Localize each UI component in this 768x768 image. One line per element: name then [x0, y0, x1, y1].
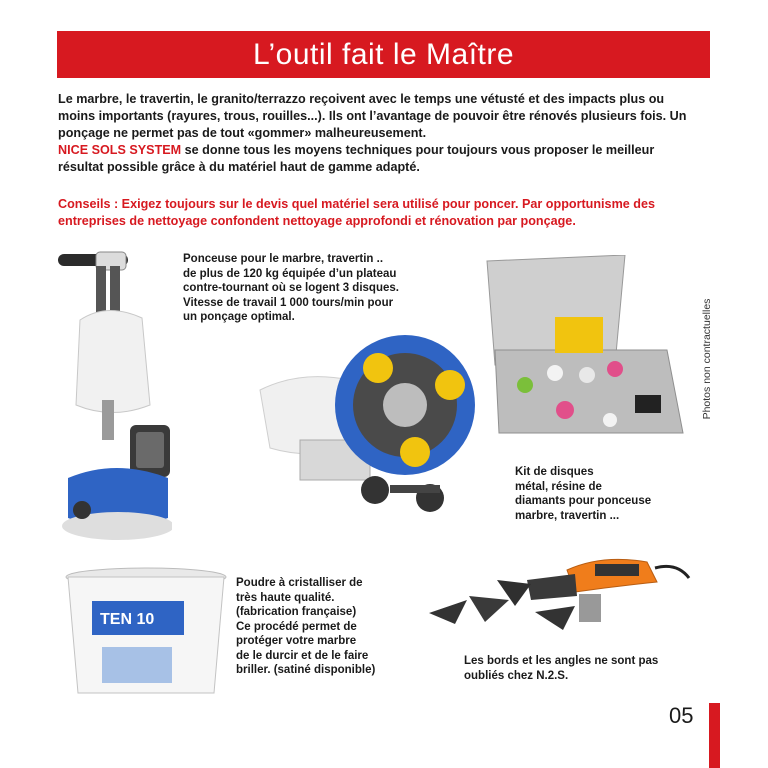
powder-caption: Poudre à cristalliser de très haute qualité. (fabrication française) Ce procédé permet de protéger votre marbre de le durcir et de le faire briller. (satiné disponible) [236, 577, 376, 676]
edges-caption: Les bords et les angles ne sont pas oubliés chez N.2.S. [464, 655, 659, 682]
disc-kit-caption: Kit de disques métal, résine de diamants pour ponceuse marbre, travertin ... [515, 466, 652, 522]
disclaimer-text: Photos non contractuelles [701, 298, 713, 420]
intro-text [58, 91, 698, 176]
disc-kit-photo [485, 255, 685, 450]
page-number: 05 [669, 703, 694, 728]
upright-sander-photo [52, 250, 172, 550]
disclaimer-note [700, 296, 714, 422]
page-title: L’outil fait le Maître [252, 37, 515, 71]
advice-text: Conseils : Exigez toujours sur le devis quel matériel sera utilisé pour poncer. Par opportunisme des entreprises de nettoyage confondent nettoyage approfondi et rénovation par ponçage. [58, 197, 655, 228]
sander-caption: Ponceuse pour le marbre, travertin .. de plus de 120 kg équipée d’un plateau contre-tournant où se logent 3 disques. Vitesse de travail 1 000 tours/min pour un ponçage optimal. [183, 253, 399, 323]
brand-name: NICE SOLS SYSTEM [58, 143, 182, 157]
page-accent-bar [709, 703, 720, 768]
bucket-photo [62, 565, 230, 700]
intro-paragraph-1: Le marbre, le travertin, le granito/terrazzo reçoivent avec le temps une vétusté et des impacts plus ou moins importants (rayures, trous, rouilles...). Ils ont l’avantage de pouvoir être rénovés plusieurs fois. Un ponçage ne permet pas de tout «gommer» malheureusement. [58, 92, 687, 140]
intro-paragraph-2-text: se donne tous les moyens techniques pour toujours vous proposer le meilleur résultat possible grâce à du matériel haut de gamme adapté. [58, 143, 655, 174]
sander-closeup-photo [240, 330, 475, 530]
bucket-label: TEN 10 [100, 611, 155, 628]
intro-paragraph-2 [58, 142, 698, 176]
title-banner [57, 31, 710, 78]
multitool-photo [427, 548, 692, 633]
